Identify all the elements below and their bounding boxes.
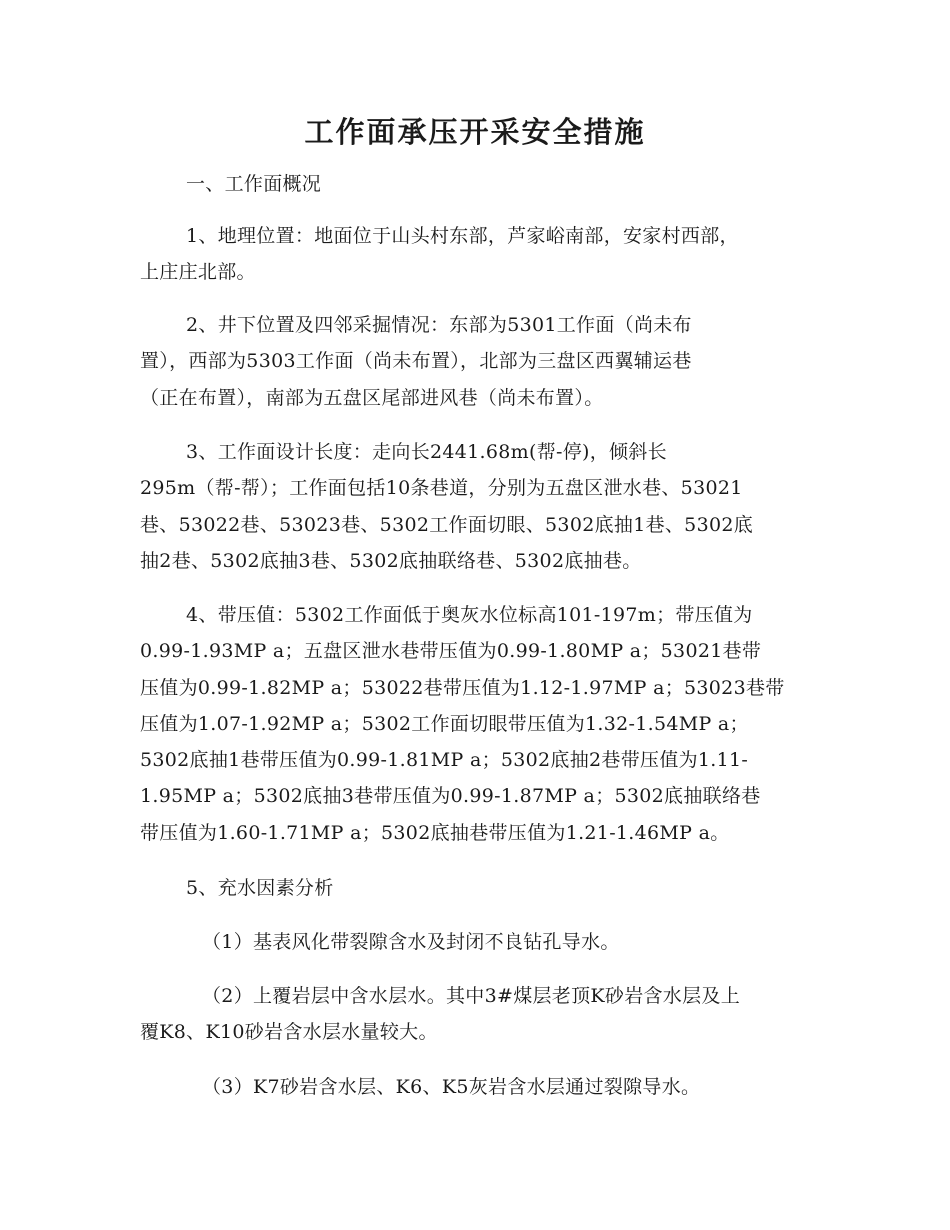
section-heading-text: 一、工作面概况 xyxy=(186,173,322,195)
paragraph-line: 5、充水因素分析 xyxy=(186,877,334,899)
paragraph-location xyxy=(140,218,812,291)
paragraph-line: 压值为0.99-1.82MP a；53022巷带压值为1.12-1.97MP a；53023巷带 xyxy=(140,676,785,699)
paragraph-line: 抽2巷、5302底抽3巷、5302底抽联络巷、5302底抽巷。 xyxy=(140,549,642,572)
paragraph-design-length xyxy=(140,434,812,579)
paragraph-line: 295m（帮-帮）；工作面包括10条巷道，分别为五盘区泄水巷、53021 xyxy=(140,477,743,500)
paragraph-line: （1）基表风化带裂隙含水及封闭不良钻孔导水。 xyxy=(202,931,620,953)
paragraph-line: 压值为1.07-1.92MP a；5302工作面切眼带压值为1.32-1.54MP a； xyxy=(140,712,749,735)
paragraph-line: 1、地理位置：地面位于山头村东部，芦家峪南部，安家村西部， xyxy=(186,225,739,247)
document-title: 工作面承压开采安全措施 xyxy=(304,115,646,149)
paragraph-line: 巷、53022巷、53023巷、5302工作面切眼、5302底抽1巷、5302底 xyxy=(140,513,754,536)
paragraph-line: 0.99-1.93MP a；五盘区泄水巷带压值为0.99-1.80MP a；53021巷带 xyxy=(140,640,762,663)
paragraph-factor-3 xyxy=(140,1069,812,1105)
paragraph-line: （3）K7砂岩含水层、K6、K5灰岩含水层通过裂隙导水。 xyxy=(202,1076,701,1098)
paragraph-underground-position xyxy=(140,307,812,416)
paragraph-line: 上庄庄北部。 xyxy=(140,261,256,284)
paragraph-line: 1.95MP a；5302底抽3巷带压值为0.99-1.87MP a；5302底抽联络巷 xyxy=(140,785,761,808)
paragraph-line: 3、工作面设计长度：走向长2441.68m(帮-停)，倾斜长 xyxy=(186,441,667,463)
paragraph-pressure-values xyxy=(140,597,812,851)
paragraph-factor-1 xyxy=(140,924,812,960)
paragraph-line: 2、井下位置及四邻采掘情况：东部为5301工作面（尚未布 xyxy=(186,314,692,336)
paragraph-line: 带压值为1.60-1.71MP a；5302底抽巷带压值为1.21-1.46MP a。 xyxy=(140,821,730,844)
paragraph-factor-2 xyxy=(140,978,812,1051)
paragraph-line: （正在布置），南部为五盘区尾部进风巷（尚未布置）。 xyxy=(140,386,604,409)
paragraph-line: 5302底抽1巷带压值为0.99-1.81MP a；5302底抽2巷带压值为1.11- xyxy=(140,749,749,772)
section-heading xyxy=(140,166,812,202)
paragraph-line: 覆K8、K10砂岩含水层水量较大。 xyxy=(140,1021,438,1044)
paragraph-line: 4、带压值：5302工作面低于奥灰水位标高101-197m；带压值为 xyxy=(186,604,753,626)
paragraph-line: 置），西部为5303工作面（尚未布置），北部为三盘区西翼辅运巷 xyxy=(140,350,692,373)
paragraph-line: （2）上覆岩层中含水层水。其中3#煤层老顶K砂岩含水层及上 xyxy=(202,985,740,1007)
paragraph-water-factors-heading xyxy=(140,870,812,906)
